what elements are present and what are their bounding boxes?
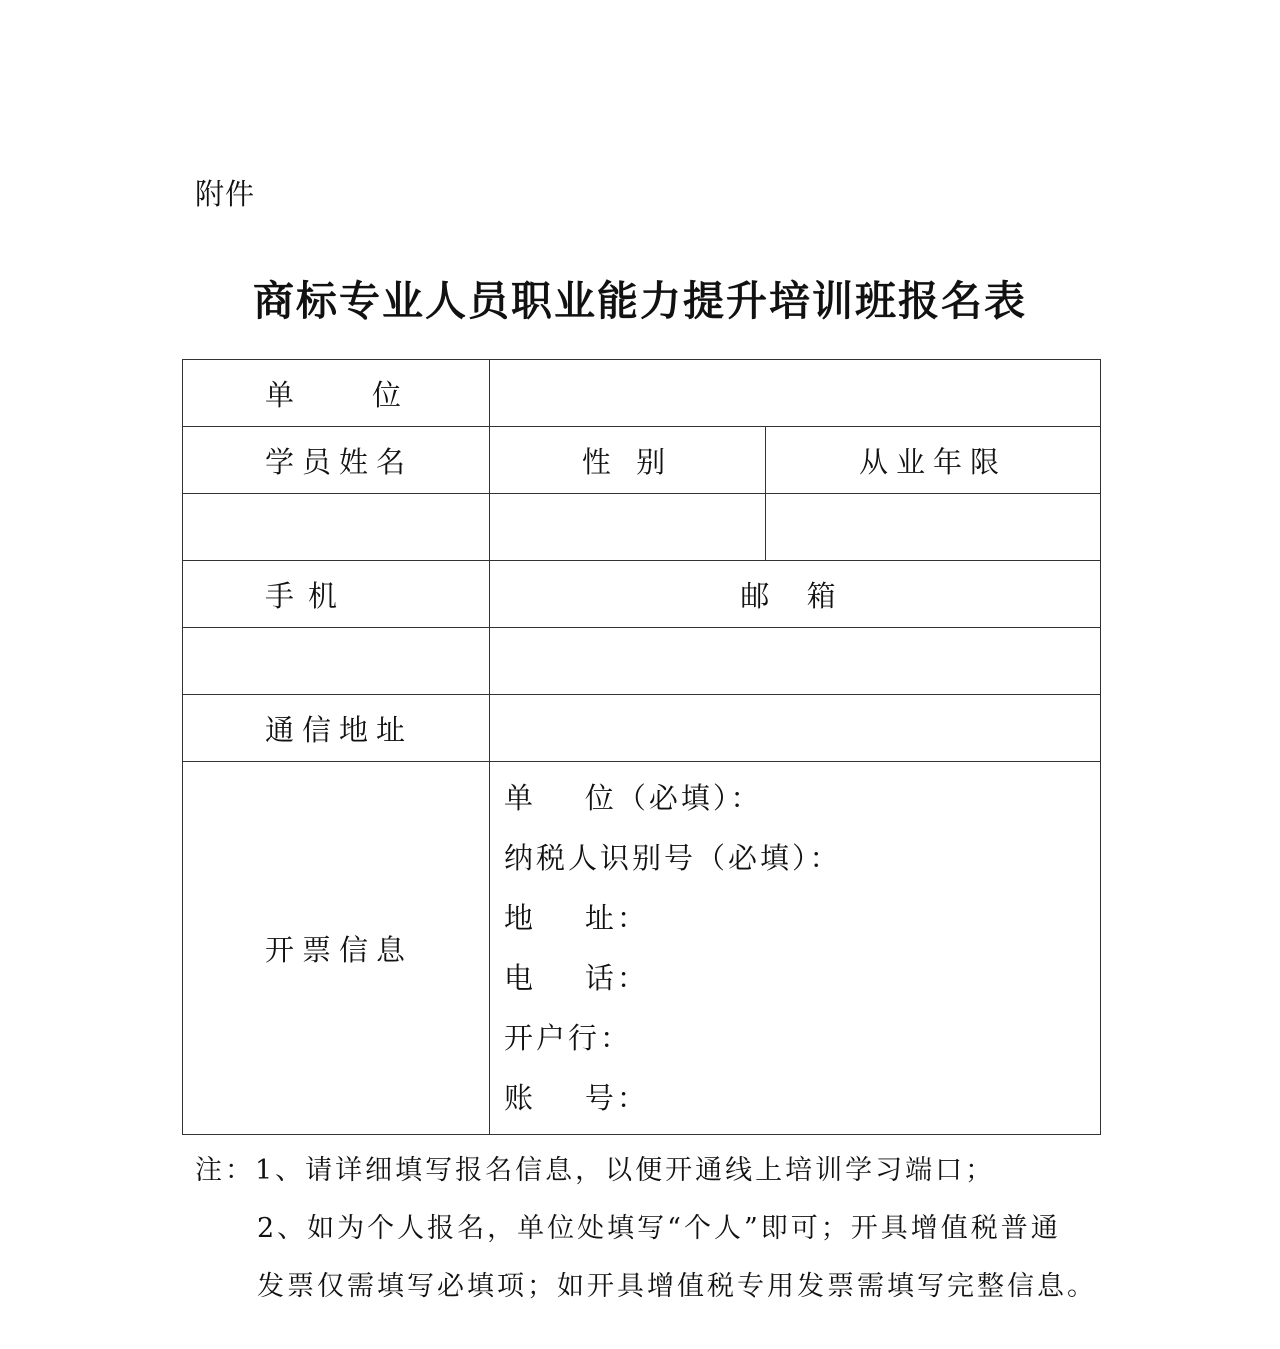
student-header-row — [183, 427, 1101, 494]
address-value-cell[interactable] — [490, 695, 1101, 762]
invoice-label: 开票信息 — [183, 762, 490, 1135]
note-line-2: 2、如为个人报名，单位处填写“个人”即可；开具增值税普通 — [257, 1213, 1061, 1244]
email-value-cell[interactable] — [490, 628, 1101, 695]
notes — [195, 1142, 1105, 1316]
unit-value-cell[interactable] — [490, 360, 1101, 427]
unit-label: 单位 — [183, 360, 490, 427]
unit-row — [183, 360, 1101, 427]
student-name-label: 学员姓名 — [183, 427, 490, 494]
invoice-tax-id-field: 纳税人识别号（必填）： — [504, 841, 842, 875]
invoice-phone-field: 电 话： — [504, 961, 649, 995]
gender-value-cell[interactable] — [490, 494, 766, 561]
contact-value-row — [183, 628, 1101, 695]
years-value-cell[interactable] — [766, 494, 1101, 561]
phone-value-cell[interactable] — [183, 628, 490, 695]
attachment-label: 附件 — [195, 177, 256, 211]
address-label: 通信地址 — [183, 695, 490, 762]
phone-label: 手机 — [183, 561, 490, 628]
invoice-account-field: 账 号： — [504, 1081, 649, 1115]
note-line-3: 发票仅需填写必填项；如开具增值税专用发票需填写完整信息。 — [257, 1271, 1097, 1302]
invoice-fields[interactable] — [490, 762, 1101, 1135]
contact-header-row — [183, 561, 1101, 628]
registration-form — [182, 359, 1101, 1135]
years-label: 从业年限 — [766, 427, 1101, 494]
invoice-row — [183, 762, 1101, 1135]
invoice-unit-field: 单 位（必填）： — [504, 781, 763, 815]
note-line-1: 注：1、请详细填写报名信息，以便开通线上培训学习端口； — [195, 1155, 996, 1186]
page-title: 商标专业人员职业能力提升培训班报名表 — [253, 277, 1027, 325]
student-value-row — [183, 494, 1101, 561]
email-label: 邮 箱 — [490, 561, 1101, 628]
gender-label: 性 别 — [490, 427, 766, 494]
invoice-bank-field: 开户行： — [504, 1021, 633, 1055]
invoice-address-field: 地 址： — [504, 901, 649, 935]
student-name-value-cell[interactable] — [183, 494, 490, 561]
address-row — [183, 695, 1101, 762]
